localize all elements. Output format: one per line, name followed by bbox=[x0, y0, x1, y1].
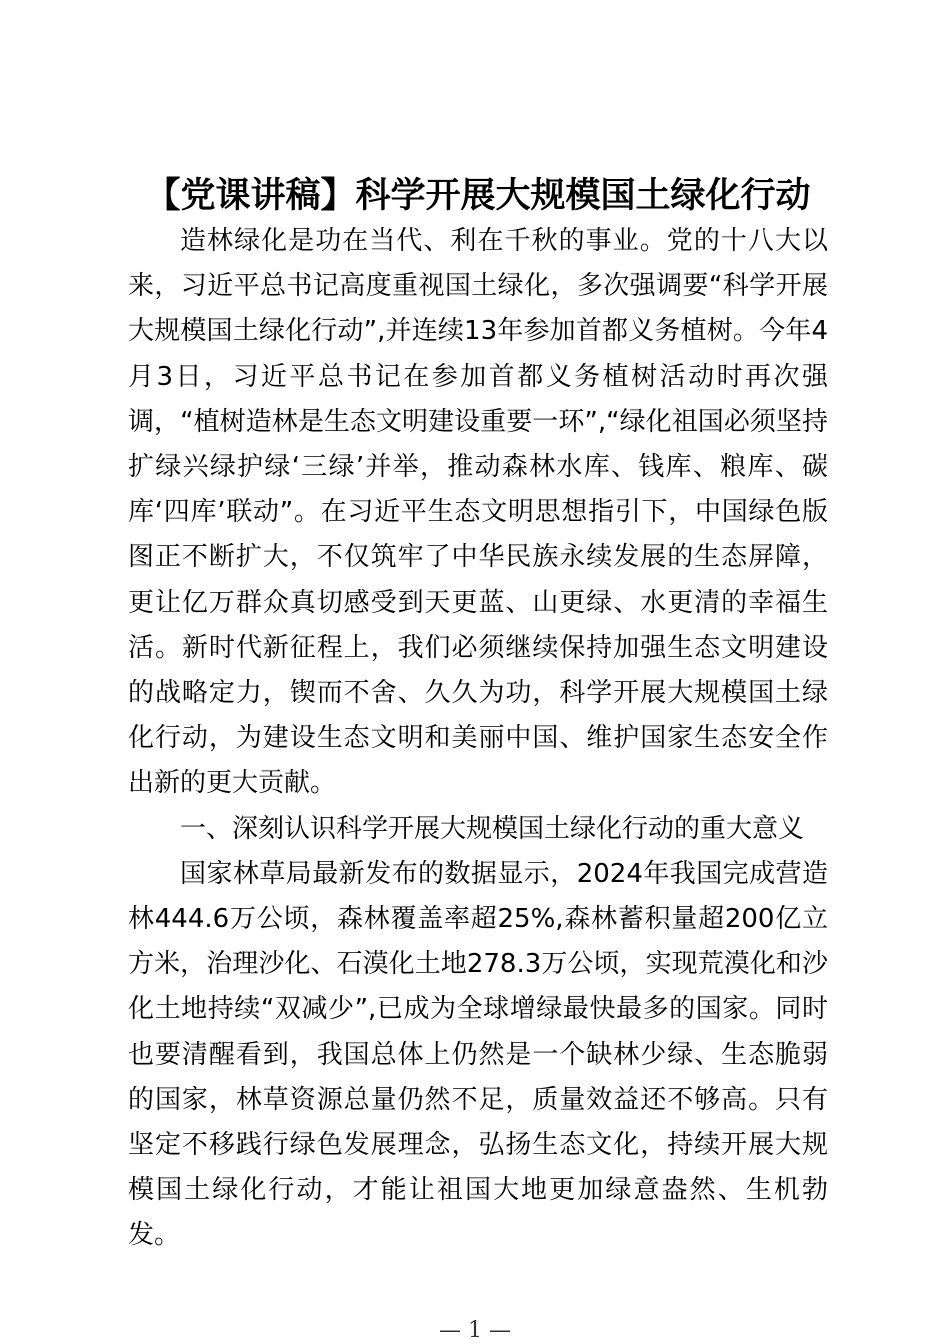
document-body bbox=[128, 219, 828, 1259]
paragraph-intro: 造林绿化是功在当代、利在千秋的事业。党的十八大以来，习近平总书记高度重视国土绿化，多次强调要“科学开展大规模国土绿化行动”,并连续13年参加首都义务植树。今年4月3日，习近平总书记在参加首都义务植树活动时再次强调，“植树造林是生态文明建设重要一环”,“绿化祖国必须坚持扩绿兴绿护绿‘三绿’并举，推动森林水库、钱库、粮库、碳库‘四库’联动”。在习近平生态文明思想指引下，中国绿色版图正不断扩大，不仅筑牢了中华民族永续发展的生态屏障，更让亿万群众真切感受到天更蓝、山更绿、水更清的幸福生活。新时代新征程上，我们必须继续保持加强生态文明建设的战略定力，锲而不舍、久久为功，科学开展大规模国土绿化行动，为建设生态文明和美丽中国、维护国家生态安全作出新的更大贡献。 bbox=[128, 226, 828, 799]
document-title: 【党课讲稿】科学开展大规模国土绿化行动 bbox=[145, 176, 811, 216]
page-number: — 1 — bbox=[439, 1318, 511, 1343]
section-heading-1: 一、深刻认识科学开展大规模国土绿化行动的重大意义 bbox=[180, 813, 805, 844]
paragraph-section-1: 国家林草局最新发布的数据显示，2024年我国完成营造林444.6万公顷，森林覆盖率超25%,森林蓄积量超200亿立方米，治理沙化、石漠化土地278.3万公顷，实现荒漠化和沙化土地持续“双减少”,已成为全球增绿最快最多的国家。同时也要清醒看到，我国总体上仍然是一个缺林少绿、生态脆弱的国家，林草资源总量仍然不足，质量效益还不够高。只有坚定不移践行绿色发展理念，弘扬生态文化，持续开展大规模国土绿化行动，才能让祖国大地更加绿意盎然、生机勃发。 bbox=[128, 858, 828, 1251]
